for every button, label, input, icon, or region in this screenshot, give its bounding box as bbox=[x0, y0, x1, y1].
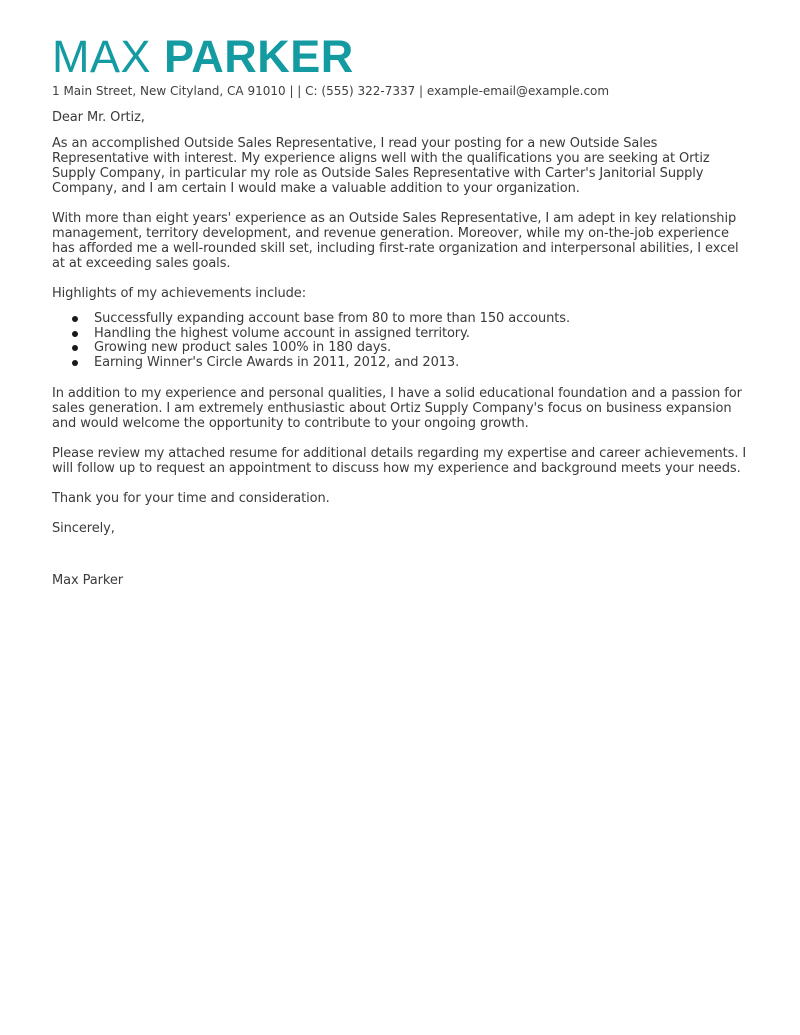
list-item bbox=[52, 327, 752, 342]
paragraph-experience: With more than eight years' experience as an Outside Sales Representative, I am adept in key relationship management, territory development, and revenue generation. Moreover, while my on-the-job experience has afforded me a well-rounded skill set, including first-rate organization and interpersonal abilities, I excel at at exceeding sales goals. bbox=[52, 211, 739, 271]
first-name: MAX bbox=[52, 31, 152, 82]
last-name: PARKER bbox=[164, 31, 354, 82]
closing: Sincerely, bbox=[52, 521, 115, 536]
list-item bbox=[52, 341, 752, 356]
salutation: Dear Mr. Ortiz, bbox=[52, 110, 145, 125]
bullet-icon bbox=[72, 345, 78, 351]
thank-you-line: Thank you for your time and consideration. bbox=[52, 491, 330, 506]
achievement-text: Growing new product sales 100% in 180 days. bbox=[94, 340, 392, 355]
achievement-text: Successfully expanding account base from 80 to more than 150 accounts. bbox=[94, 311, 571, 326]
signature-name: Max Parker bbox=[52, 573, 123, 588]
applicant-name bbox=[52, 30, 752, 84]
achievement-text: Handling the highest volume account in assigned territory. bbox=[94, 325, 470, 341]
signature-space bbox=[52, 551, 752, 573]
achievement-text: Earning Winner's Circle Awards in 2011, 2012, and 2013. bbox=[94, 354, 460, 370]
paragraph-introduction: As an accomplished Outside Sales Representative, I read your posting for a new Outside Sales Representative with interest. My experience aligns well with the qualifications you are seeking at Ortiz Supply Company, in particular my role as Outside Sales Representative with Carter's Janitorial Supply Company, and I am certain I would make a valuable addition to your organization. bbox=[52, 136, 710, 196]
paragraph-follow-up: Please review my attached resume for additional details regarding my expertise and career achievements. I will follow up to request an appointment to discuss how my experience and background meets your needs. bbox=[52, 446, 747, 476]
letter-body bbox=[52, 110, 752, 588]
bullet-icon bbox=[72, 316, 78, 322]
list-item bbox=[52, 356, 752, 371]
bullet-icon bbox=[72, 360, 78, 366]
list-item bbox=[52, 312, 752, 327]
cover-letter-page bbox=[52, 30, 752, 603]
achievements-list bbox=[52, 312, 752, 370]
contact-line: 1 Main Street, New Cityland, CA 91010 | | C: (555) 322-7337 | example-email@example.com bbox=[52, 84, 610, 98]
paragraph-education: In addition to my experience and personal qualities, I have a solid educational foundation and a passion for sales generation. I am extremely enthusiastic about Ortiz Supply Company's focus on business expansion and would welcome the opportunity to contribute to your ongoing growth. bbox=[52, 386, 742, 431]
highlights-intro: Highlights of my achievements include: bbox=[52, 286, 306, 301]
bullet-icon bbox=[72, 331, 78, 337]
